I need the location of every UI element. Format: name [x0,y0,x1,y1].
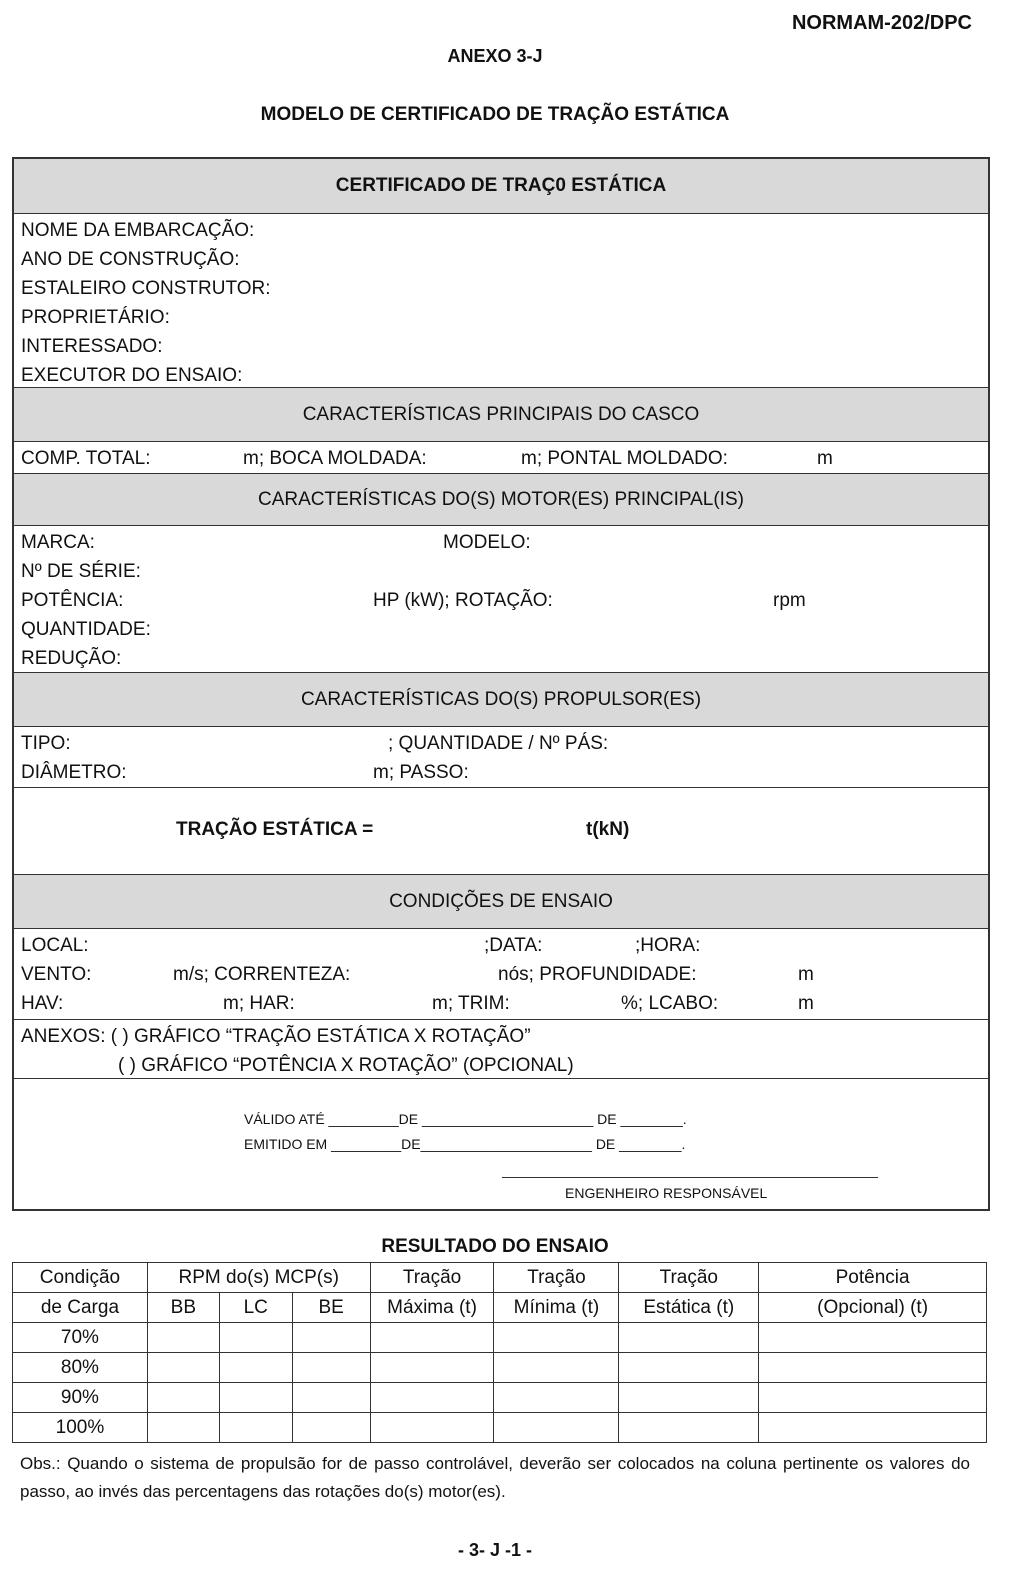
hull-section [14,442,988,474]
engine-section [14,526,988,673]
cond-wind: VENTO: [21,964,92,985]
engine-hp: HP (kW); ROTAÇÃO: [373,590,553,611]
cond-current: m/s; CORRENTEZA: [173,964,351,985]
engine-power: POTÊNCIA: [21,590,124,611]
header-static-unit: Estática (t) [619,1293,759,1323]
cond-hav: HAV: [21,993,64,1014]
annexes-section [14,1020,988,1079]
annex-power-graph: ( ) GRÁFICO “POTÊNCIA X ROTAÇÃO” (OPCIONAL) [118,1055,574,1076]
engine-quantity: QUANTIDADE: [21,619,151,640]
cond-har: m; HAR: [223,993,295,1014]
propeller-title: CARACTERÍSTICAS DO(S) PROPULSOR(ES) [14,673,988,727]
propeller-section [14,727,988,788]
hull-title: CARACTERÍSTICAS PRINCIPAIS DO CASCO [14,388,988,442]
field-vessel-name: NOME DA EMBARCAÇÃO: [21,220,255,241]
engine-reduction: REDUÇÃO: [21,648,122,669]
load-90: 90% [13,1383,148,1413]
observation-note: Obs.: Quando o sistema de propulsão for de passo controlável, deverão ser colocados na coluna pertinente os valores do passo, ao invés das percentagens das rotações do(s) motor(es). [20,1454,970,1501]
cond-date: ;DATA: [484,935,543,956]
field-interested: INTERESSADO: [21,336,163,357]
valid-until: VÁLIDO ATÉ _________DE ______________________ DE ________. [244,1111,687,1127]
results-table [12,1262,987,1443]
annex-traction-graph: ANEXOS: ( ) GRÁFICO “TRAÇÃO ESTÁTICA X ROTAÇÃO” [21,1026,531,1047]
cond-depth: nós; PROFUNDIDADE: [498,964,697,985]
engine-rpm: rpm [773,590,806,611]
table-header-row [13,1263,987,1293]
load-100: 100% [13,1413,148,1443]
header-be: BE [292,1293,370,1323]
cond-local: LOCAL: [21,935,89,956]
field-shipyard: ESTALEIRO CONSTRUTOR: [21,278,271,299]
validity-section [14,1079,988,1209]
hull-beam: m; BOCA MOLDADA: [243,448,427,469]
table-header-row [13,1293,987,1323]
header-min-unit: Mínima (t) [494,1293,619,1323]
cond-depth-unit: m [798,964,814,985]
header-min-traction: Tração [494,1263,619,1293]
field-owner: PROPRIETÁRIO: [21,307,170,328]
annex-label: ANEXO 3-J [447,46,543,66]
hull-unit: m [817,448,833,469]
engine-model: MODELO: [443,532,531,553]
signature-line [502,1177,878,1178]
cond-lcabo: %; LCABO: [621,993,719,1014]
traction-section [14,788,988,875]
vessel-section [14,214,988,388]
field-year: ANO DE CONSTRUÇÃO: [21,249,240,270]
table-row [13,1383,987,1413]
prop-pitch: m; PASSO: [373,762,469,783]
header-bb: BB [147,1293,219,1323]
header-load: de Carga [13,1293,148,1323]
hull-depth: m; PONTAL MOLDADO: [521,448,728,469]
header-power-unit: (Opcional) (t) [759,1293,987,1323]
field-executor: EXECUTOR DO ENSAIO: [21,365,243,386]
hull-total-length: COMP. TOTAL: [21,448,151,469]
cond-lcabo-unit: m [798,993,814,1014]
header-lc: LC [219,1293,292,1323]
engine-title: CARACTERÍSTICAS DO(S) MOTOR(ES) PRINCIPAL(IS) [14,474,988,526]
cond-trim: m; TRIM: [432,993,510,1014]
header-static-traction: Tração [619,1263,759,1293]
conditions-title: CONDIÇÕES DE ENSAIO [14,875,988,929]
engineer-label: ENGENHEIRO RESPONSÁVEL [565,1185,768,1201]
cert-title: CERTIFICADO DE TRAÇ0 ESTÁTICA [14,159,988,214]
prop-blades: ; QUANTIDADE / Nº PÁS: [388,733,609,754]
header-condition: Condição [13,1263,148,1293]
table-row [13,1323,987,1353]
header-rpm: RPM do(s) MCP(s) [147,1263,370,1293]
norm-code: NORMAM-202/DPC [791,12,972,34]
traction-label: TRAÇÃO ESTÁTICA = [176,819,374,840]
page-number: - 3- J -1 - [457,1540,532,1560]
issued-on: EMITIDO EM _________DE______________________ DE ________. [244,1136,686,1152]
results-title: RESULTADO DO ENSAIO [381,1236,609,1257]
engine-serial: Nº DE SÉRIE: [21,561,141,582]
prop-diameter: DIÂMETRO: [21,762,127,783]
load-70: 70% [13,1323,148,1353]
load-80: 80% [13,1353,148,1383]
certificate-form [12,157,990,1211]
prop-type: TIPO: [21,733,71,754]
table-row [13,1413,987,1443]
header-max-traction: Tração [370,1263,494,1293]
table-row [13,1353,987,1383]
header-max-unit: Máxima (t) [370,1293,494,1323]
cond-hour: ;HORA: [635,935,701,956]
traction-unit: t(kN) [586,819,630,840]
header-power: Potência [759,1263,987,1293]
conditions-section [14,929,988,1020]
page-title: MODELO DE CERTIFICADO DE TRAÇÃO ESTÁTICA [260,104,730,125]
engine-brand: MARCA: [21,532,95,553]
